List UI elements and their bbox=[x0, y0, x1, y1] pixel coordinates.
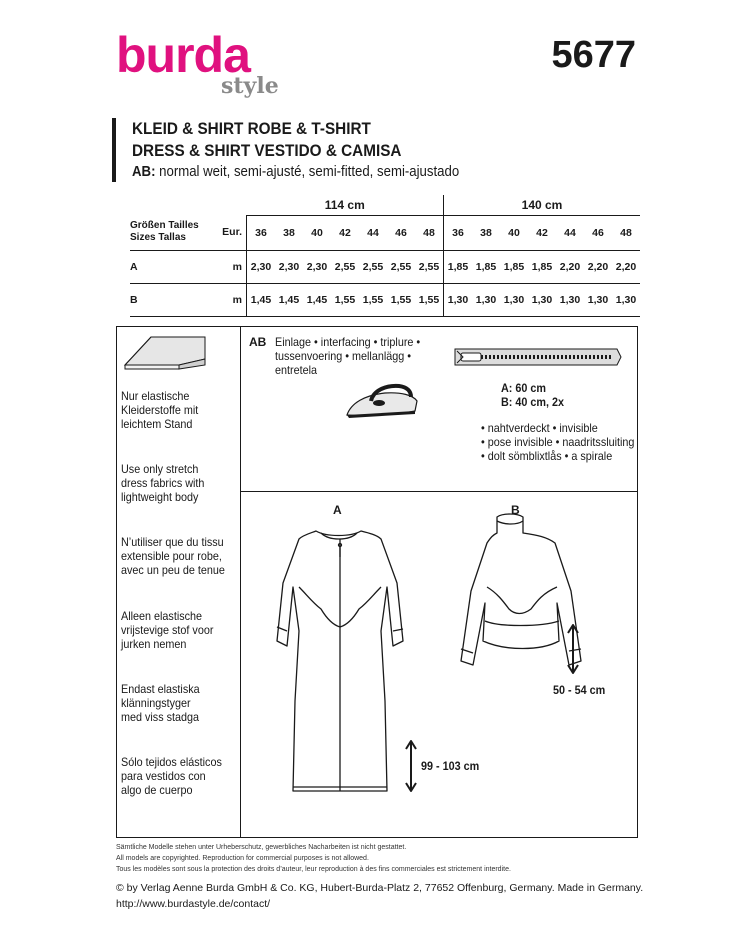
zipper-desc-line: • dolt sömblixtlås • a spirale bbox=[481, 449, 613, 463]
garment-sketch bbox=[241, 491, 637, 837]
pattern-number: 5677 bbox=[551, 34, 636, 76]
yardage-cell: 1,30 bbox=[528, 283, 556, 316]
yardage-table bbox=[130, 195, 640, 317]
legal-line: All models are copyrighted. Reproduction for commercial purposes is not allowed. bbox=[116, 855, 369, 862]
row-unit: m bbox=[214, 250, 247, 283]
yardage-cell: 1,85 bbox=[444, 250, 473, 283]
yardage-row-a bbox=[130, 250, 640, 283]
copyright-block bbox=[116, 880, 643, 912]
size-cell: 42 bbox=[331, 215, 359, 250]
yardage-cell: 2,55 bbox=[387, 250, 415, 283]
yardage-cell: 1,55 bbox=[415, 283, 444, 316]
contact-link[interactable]: http://www.burdastyle.de/contact/ bbox=[116, 898, 271, 910]
legal-line: Sämtliche Modelle stehen unter Urheberschutz, gewerbliches Nacharbeiten ist nicht gestattet. bbox=[116, 844, 407, 851]
yardage-cell: 1,45 bbox=[275, 283, 303, 316]
legal-line: Tous les modèles sont sous la protection des droits d’auteur, leur reproduction à des fins commerciales est strictement interdite. bbox=[116, 866, 511, 873]
yardage-cell: 1,30 bbox=[444, 283, 473, 316]
interfacing-text bbox=[275, 335, 436, 377]
yardage-cell: 1,45 bbox=[303, 283, 331, 316]
yardage-cell: 2,30 bbox=[303, 250, 331, 283]
interfacing-line: entretela bbox=[275, 363, 318, 377]
view-b-label: B bbox=[511, 503, 520, 517]
size-cell: 36 bbox=[247, 215, 276, 250]
yardage-cell: 1,45 bbox=[247, 283, 276, 316]
advice-line: extensible pour robe, bbox=[121, 549, 222, 563]
size-header-label-2: Sizes Tallas bbox=[130, 232, 186, 244]
burda-style-logo bbox=[116, 27, 296, 110]
technical-drawing bbox=[241, 491, 637, 837]
fit-text: normal weit, semi-ajusté, semi-fitted, semi-ajustado bbox=[155, 163, 460, 180]
size-cell: 46 bbox=[584, 215, 612, 250]
eur-label: Eur. bbox=[214, 215, 247, 250]
yardage-cell: 2,55 bbox=[359, 250, 387, 283]
size-header-label bbox=[130, 215, 214, 250]
size-cell: 42 bbox=[528, 215, 556, 250]
yardage-row-b bbox=[130, 283, 640, 316]
advice-line: klänningstyger bbox=[121, 696, 191, 710]
yardage-cell: 1,30 bbox=[612, 283, 640, 316]
zipper-desc-line: • pose invisible • naadritssluiting bbox=[481, 435, 635, 449]
iron-icon bbox=[341, 381, 421, 421]
advice-line: Alleen elastische bbox=[121, 609, 203, 623]
yardage-cell: 2,30 bbox=[247, 250, 276, 283]
copyright-text: © by Verlag Aenne Burda GmbH & Co. KG, Hubert-Burda-Platz 2, 77652 Offenburg, Germany. Made in Germany. bbox=[116, 882, 644, 894]
size-cell: 44 bbox=[556, 215, 584, 250]
advice-line: Sólo tejidos elásticos bbox=[121, 755, 222, 769]
advice-line: N’utiliser que du tissu bbox=[121, 535, 224, 549]
fabric-advice-fr bbox=[121, 535, 239, 577]
notions-section bbox=[241, 327, 637, 492]
dress-a-sketch bbox=[277, 531, 403, 791]
size-cell: 40 bbox=[303, 215, 331, 250]
yardage-cell: 1,30 bbox=[556, 283, 584, 316]
advice-line: lightweight body bbox=[121, 490, 199, 504]
yardage-cell: 2,20 bbox=[584, 250, 612, 283]
fit-description bbox=[132, 162, 607, 182]
fabric-width-140: 140 cm bbox=[444, 195, 641, 215]
yardage-cell: 1,85 bbox=[472, 250, 500, 283]
dress-length-arrow bbox=[406, 741, 416, 791]
shirt-length-label: 50 - 54 cm bbox=[553, 683, 606, 697]
yardage-cell: 1,85 bbox=[528, 250, 556, 283]
dress-length-label: 99 - 103 cm bbox=[421, 759, 480, 773]
view-a-label: A bbox=[333, 503, 342, 517]
advice-line: Endast elastiska bbox=[121, 682, 200, 696]
size-cell: 38 bbox=[275, 215, 303, 250]
instruction-panel bbox=[116, 326, 638, 838]
logo-subline: style bbox=[221, 73, 279, 99]
yardage-cell: 2,20 bbox=[612, 250, 640, 283]
row-label: A bbox=[130, 250, 214, 283]
interfacing-line: Einlage • interfacing • triplure • bbox=[275, 335, 421, 349]
size-header-label-1: Größen Tailles bbox=[130, 220, 199, 232]
zipper-description bbox=[481, 421, 652, 463]
fabric-bolt-icon bbox=[121, 331, 206, 371]
advice-line: algo de cuerpo bbox=[121, 783, 193, 797]
advice-line: leichtem Stand bbox=[121, 417, 193, 431]
advice-line: vrijstevige stof voor bbox=[121, 623, 214, 637]
fabric-advice-en bbox=[121, 462, 239, 504]
logo-wordmark: burda bbox=[116, 27, 250, 83]
shirt-b-sketch bbox=[461, 514, 581, 665]
advice-line: jurken nemen bbox=[121, 637, 187, 651]
row-unit: m bbox=[214, 283, 247, 316]
size-cell: 44 bbox=[359, 215, 387, 250]
size-cell: 48 bbox=[612, 215, 640, 250]
fabric-width-114: 114 cm bbox=[247, 195, 444, 215]
interfacing-line: tussenvoering • mellanlägg • bbox=[275, 349, 412, 363]
yardage-cell: 2,20 bbox=[556, 250, 584, 283]
fabric-advice-column bbox=[117, 327, 241, 837]
advice-line: Nur elastische bbox=[121, 389, 190, 403]
zipper-desc-line: • nahtverdeckt • invisible bbox=[481, 421, 598, 435]
notions-tag: AB bbox=[249, 335, 267, 349]
yardage-cell: 1,30 bbox=[472, 283, 500, 316]
fabric-advice-nl bbox=[121, 609, 239, 651]
yardage-cell: 2,55 bbox=[415, 250, 444, 283]
yardage-cell: 2,30 bbox=[275, 250, 303, 283]
zipper-length-b: B: 40 cm, 2x bbox=[501, 395, 565, 409]
advice-line: med viss stadga bbox=[121, 710, 200, 724]
yardage-cell: 1,55 bbox=[387, 283, 415, 316]
yardage-cell: 1,30 bbox=[584, 283, 612, 316]
advice-line: avec un peu de tenue bbox=[121, 563, 225, 577]
size-cell: 48 bbox=[415, 215, 444, 250]
title-block bbox=[112, 118, 672, 182]
advice-line: dress fabrics with bbox=[121, 476, 205, 490]
title-line-1: KLEID & SHIRT ROBE & T-SHIRT bbox=[132, 119, 371, 138]
zipper-icon bbox=[453, 343, 623, 371]
fabric-advice-sv bbox=[121, 682, 239, 724]
advice-line: Kleiderstoffe mit bbox=[121, 403, 199, 417]
title-line-2: DRESS & SHIRT VESTIDO & CAMISA bbox=[132, 141, 402, 160]
fit-label: AB: bbox=[132, 163, 156, 180]
yardage-cell: 1,55 bbox=[331, 283, 359, 316]
size-cell: 40 bbox=[500, 215, 528, 250]
row-label: B bbox=[130, 283, 214, 316]
size-cell: 38 bbox=[472, 215, 500, 250]
yardage-cell: 1,30 bbox=[500, 283, 528, 316]
size-cell: 36 bbox=[444, 215, 473, 250]
fabric-advice-es bbox=[121, 755, 239, 797]
yardage-cell: 1,85 bbox=[500, 250, 528, 283]
shirt-length-arrow bbox=[568, 625, 578, 673]
advice-line: Use only stretch bbox=[121, 462, 199, 476]
yardage-cell: 2,55 bbox=[331, 250, 359, 283]
zipper-length-a: A: 60 cm bbox=[501, 381, 547, 395]
advice-line: para vestidos con bbox=[121, 769, 206, 783]
legal-notice bbox=[116, 842, 716, 875]
size-header-row bbox=[130, 215, 640, 250]
zipper-lengths bbox=[501, 381, 571, 409]
fabric-advice-de bbox=[121, 389, 239, 431]
yardage-cell: 1,55 bbox=[359, 283, 387, 316]
size-cell: 46 bbox=[387, 215, 415, 250]
